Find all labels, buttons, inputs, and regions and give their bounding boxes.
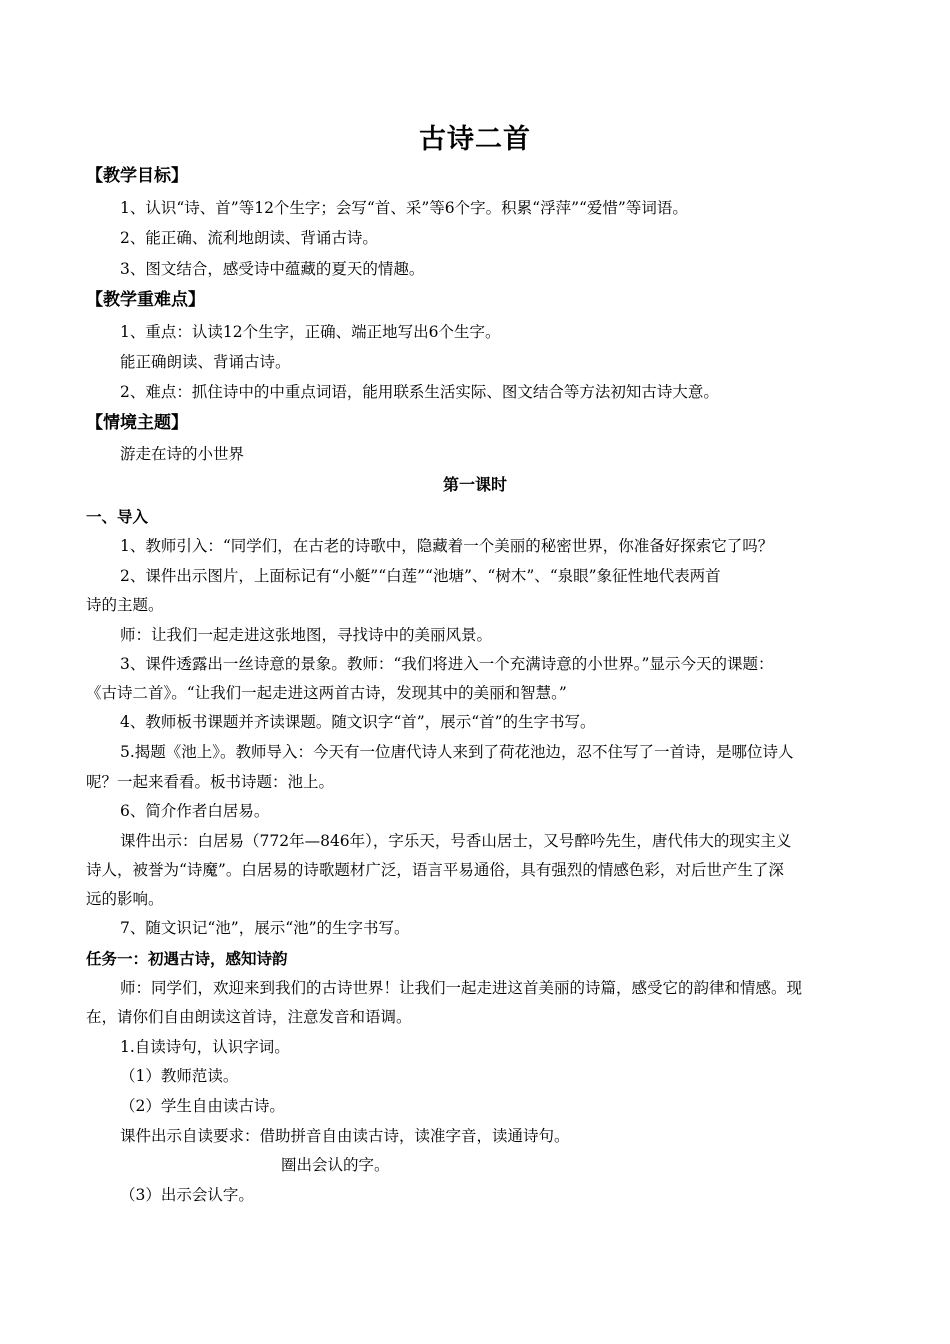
task-line: 圈出会认的字。 bbox=[281, 1156, 390, 1174]
intro-line: 7、随文识记“池”，展示“池”的生字书写。 bbox=[120, 919, 410, 937]
intro-line: 呢？一起来看看。板书诗题：池上。 bbox=[86, 773, 335, 791]
task-line: 师：同学们，欢迎来到我们的古诗世界！让我们一起走进这首美丽的诗篇，感受它的韵律和情感。现 bbox=[120, 979, 803, 997]
goal-item: 2、能正确、流利地朗读、背诵古诗。 bbox=[120, 229, 378, 247]
section-heading-theme: 【情境主题】 bbox=[86, 413, 188, 433]
task-line: （1）教师范读。 bbox=[120, 1067, 239, 1085]
intro-line: 1、教师引入：“同学们，在古老的诗歌中，隐藏着一个美丽的秘密世界，你准备好探索它了吗？ bbox=[120, 537, 774, 555]
section-heading-key-points: 【教学重难点】 bbox=[86, 290, 205, 310]
intro-line: 《古诗二首》。“让我们一起走进这两首古诗，发现其中的美丽和智慧。” bbox=[86, 684, 567, 702]
intro-line: 4、教师板书课题并齐读课题。随文识字“首”，展示“首”的生字书写。 bbox=[120, 713, 596, 731]
key-point-item: 能正确朗读、背诵古诗。 bbox=[120, 353, 291, 371]
task-line: （2）学生自由读古诗。 bbox=[120, 1097, 285, 1115]
intro-line: 课件出示：白居易（772年—846年），字乐天，号香山居士，又号醉吟先生，唐代伟大的现实主义 bbox=[120, 832, 792, 850]
key-point-item: 2、难点：抓住诗中的中重点词语，能用联系生活实际、图文结合等方法初知古诗大意。 bbox=[120, 383, 719, 401]
key-point-item: 1、重点：认读12个生字，正确、端正地写出6个生字。 bbox=[120, 323, 501, 341]
page-title: 古诗二首 bbox=[419, 124, 531, 155]
intro-heading: 一、导入 bbox=[86, 507, 149, 526]
intro-line: 2、课件出示图片，上面标记有“小艇”“白莲”“池塘”、“树木”、“泉眼”象征性地代表两首 bbox=[120, 567, 721, 585]
intro-line: 3、课件透露出一丝诗意的景象。教师：“我们将进入一个充满诗意的小世界。”显示今天的课题： bbox=[120, 655, 774, 673]
task-line: 在，请你们自由朗读这首诗，注意发音和语调。 bbox=[86, 1008, 412, 1026]
theme-text: 游走在诗的小世界 bbox=[120, 445, 245, 463]
intro-line: 远的影响。 bbox=[86, 890, 164, 908]
task-line: 课件出示自读要求：借助拼音自由读古诗，读准字音，读通诗句。 bbox=[120, 1127, 570, 1145]
intro-line: 诗人，被誉为“诗魔”。白居易的诗歌题材广泛，语言平易通俗，具有强烈的情感色彩，对后世产生了深 bbox=[86, 861, 784, 879]
intro-line: 6、简介作者白居易。 bbox=[120, 802, 270, 820]
intro-line: 5.揭题《池上》。教师导入：今天有一位唐代诗人来到了荷花池边，忍不住写了一首诗，是哪位诗人 bbox=[120, 743, 794, 761]
goal-item: 1、认识“诗、首”等12个生字；会写“首、采”等6个字。积累“浮萍”“爱惜”等词语。 bbox=[120, 199, 688, 217]
intro-line: 师：让我们一起走进这张地图，寻找诗中的美丽风景。 bbox=[120, 626, 493, 644]
task-line: （3）出示会认字。 bbox=[120, 1186, 254, 1204]
lesson-title: 第一课时 bbox=[442, 475, 507, 494]
task-line: 1.自读诗句，认识字词。 bbox=[120, 1038, 290, 1056]
section-heading-goals: 【教学目标】 bbox=[86, 166, 188, 186]
task-heading: 任务一：初遇古诗，感知诗韵 bbox=[86, 949, 288, 968]
intro-line: 诗的主题。 bbox=[86, 596, 164, 614]
goal-item: 3、图文结合，感受诗中蕴藏的夏天的情趣。 bbox=[120, 260, 425, 278]
